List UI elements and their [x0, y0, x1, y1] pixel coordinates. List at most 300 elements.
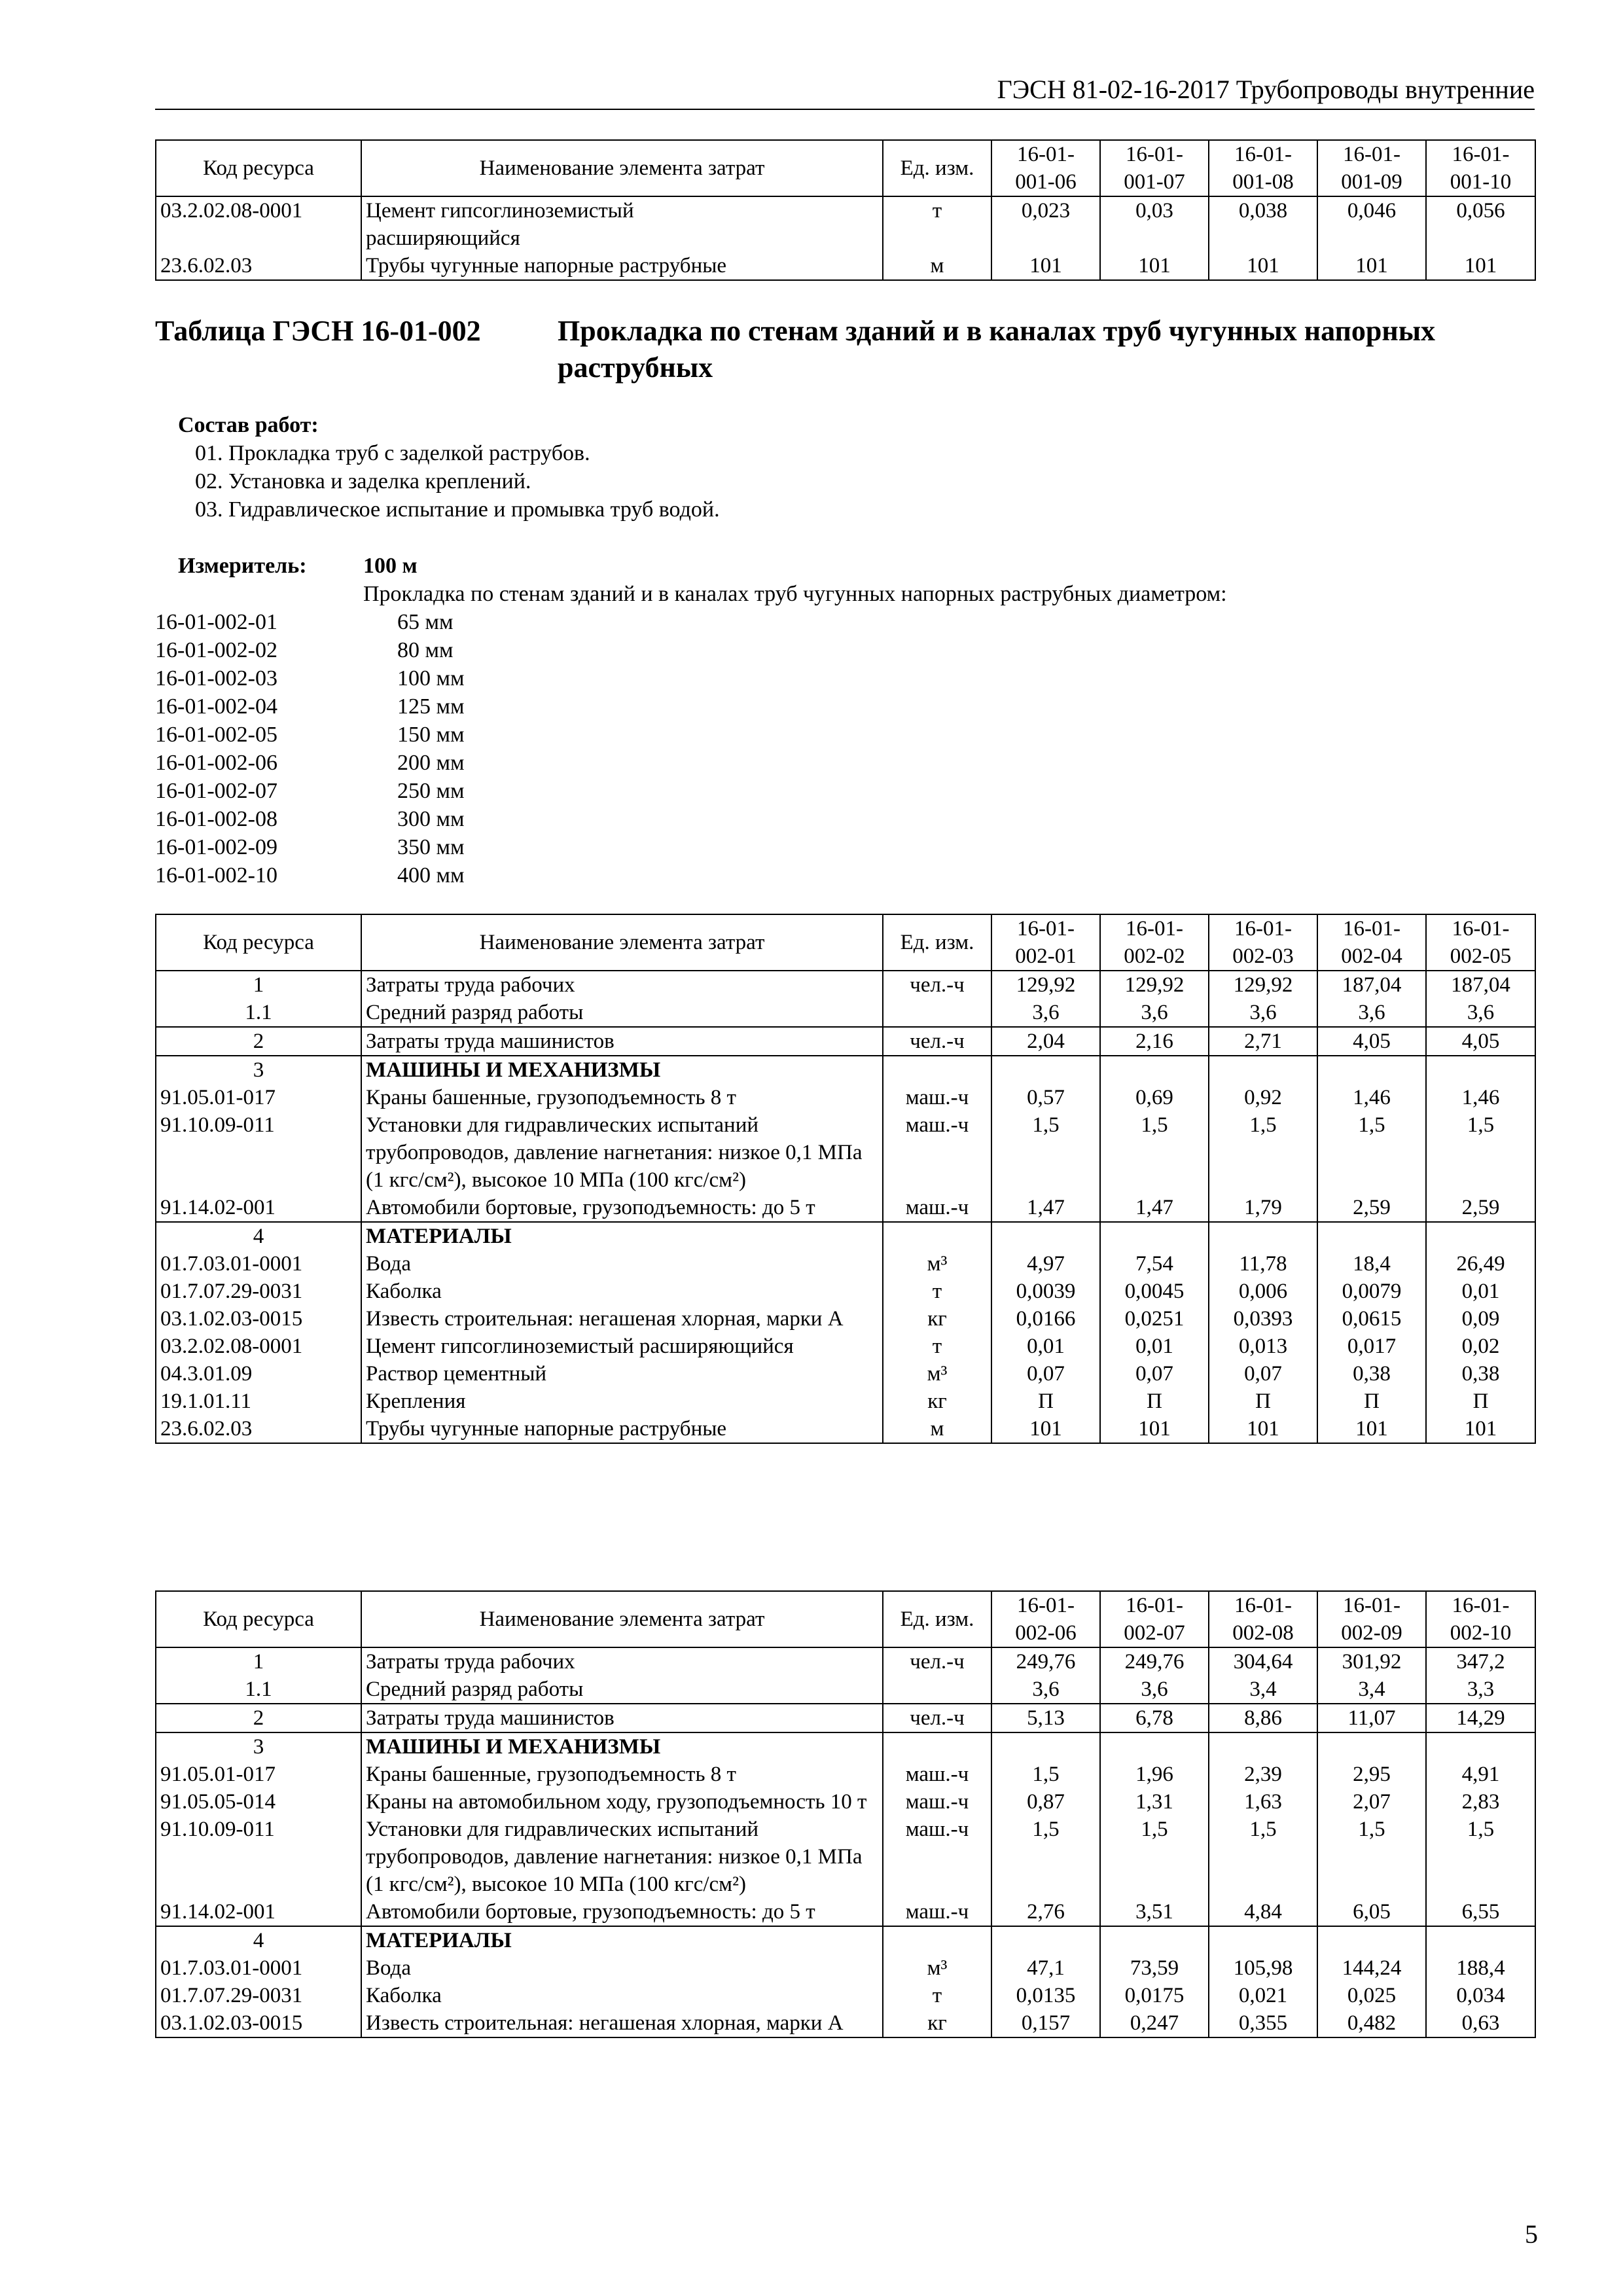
norm-value: 2,59	[1317, 1194, 1426, 1222]
norm-value: 101	[1426, 252, 1535, 280]
table-row	[156, 1111, 1535, 1194]
table-row	[156, 1954, 1535, 1982]
cost-element-name: Крепления	[361, 1388, 883, 1415]
norm-value: 4,97	[991, 1250, 1100, 1278]
resource-code: 4	[156, 1926, 361, 1954]
resource-code: 4	[156, 1222, 361, 1250]
norm-value	[1209, 1926, 1317, 1954]
unit	[883, 999, 991, 1027]
col-header-norm: 16-01- 002-01	[991, 914, 1100, 971]
norm-value: 0,0393	[1209, 1305, 1317, 1333]
norm-code: 16-01-002-10	[155, 863, 277, 888]
norm-value: 1,96	[1100, 1761, 1209, 1788]
norm-value: 3,51	[1100, 1898, 1209, 1926]
unit: м	[883, 1415, 991, 1443]
unit: м	[883, 252, 991, 280]
norm-value: 1,5	[1209, 1111, 1317, 1194]
norm-value: 3,6	[1209, 999, 1317, 1027]
norm-code: 16-01-002-05	[155, 723, 277, 747]
norm-value	[1426, 1056, 1535, 1084]
norm-code: 16-01-002-02	[155, 638, 277, 662]
cost-element-name: Затраты труда рабочих	[361, 971, 883, 999]
norm-value: 0,0079	[1317, 1278, 1426, 1305]
norm-value: 3,6	[1100, 999, 1209, 1027]
unit	[883, 1222, 991, 1250]
norm-value	[1317, 1056, 1426, 1084]
norm-value: 0,07	[1100, 1360, 1209, 1388]
norm-value: 1,5	[1426, 1816, 1535, 1898]
norm-value	[1209, 1732, 1317, 1761]
unit: маш.-ч	[883, 1816, 991, 1898]
norm-value: 0,69	[1100, 1084, 1209, 1111]
resource-code: 2	[156, 1704, 361, 1732]
norm-value: 101	[1100, 252, 1209, 280]
diameter-value: 125 мм	[397, 694, 465, 719]
norm-value	[1100, 1222, 1209, 1250]
norm-value: 249,76	[991, 1647, 1100, 1676]
norm-value: 6,05	[1317, 1898, 1426, 1926]
resource-code: 01.7.03.01-0001	[156, 1954, 361, 1982]
norm-value: 11,78	[1209, 1250, 1317, 1278]
cost-element-name: Вода	[361, 1250, 883, 1278]
norm-value: 101	[1317, 252, 1426, 280]
norm-value: 101	[1426, 1415, 1535, 1443]
norm-value: 0,006	[1209, 1278, 1317, 1305]
norm-code: 16-01-002-01	[155, 610, 277, 634]
norm-value: 1,5	[991, 1761, 1100, 1788]
norm-value: 101	[1209, 252, 1317, 280]
norm-value: 188,4	[1426, 1954, 1535, 1982]
norm-value	[1317, 1732, 1426, 1761]
table-row	[156, 1704, 1535, 1732]
norm-value: 0,0615	[1317, 1305, 1426, 1333]
table-row	[156, 1676, 1535, 1704]
norm-value	[1317, 1926, 1426, 1954]
resource-table-001	[155, 139, 1536, 281]
norm-value: 0,034	[1426, 1982, 1535, 2009]
norm-value: П	[1426, 1388, 1535, 1415]
norm-value: 0,07	[1209, 1360, 1317, 1388]
norm-value: П	[991, 1388, 1100, 1415]
table-row	[156, 1647, 1535, 1676]
norm-value: 0,0251	[1100, 1305, 1209, 1333]
cost-element-name: Раствор цементный	[361, 1360, 883, 1388]
norm-value	[1426, 1222, 1535, 1250]
works-item: 02. Установка и заделка креплений.	[195, 469, 531, 493]
norm-value: 6,78	[1100, 1704, 1209, 1732]
norm-value: П	[1100, 1388, 1209, 1415]
header-rule	[155, 109, 1535, 110]
resource-code: 01.7.07.29-0031	[156, 1982, 361, 2009]
norm-value	[1209, 1222, 1317, 1250]
cost-element-name: Цемент гипсоглиноземистый расширяющийся	[361, 1333, 883, 1360]
norm-value: 1,5	[991, 1111, 1100, 1194]
norm-value: 0,046	[1317, 196, 1426, 252]
norm-value: 0,0175	[1100, 1982, 1209, 2009]
norm-value: 7,54	[1100, 1250, 1209, 1278]
resource-code: 03.1.02.03-0015	[156, 1305, 361, 1333]
unit: м³	[883, 1360, 991, 1388]
norm-value: 0,01	[1426, 1278, 1535, 1305]
norm-value	[1426, 1926, 1535, 1954]
norm-value: 144,24	[1317, 1954, 1426, 1982]
resource-code: 03.1.02.03-0015	[156, 2009, 361, 2037]
cost-element-name: МАШИНЫ И МЕХАНИЗМЫ	[361, 1732, 883, 1761]
norm-value	[1100, 1056, 1209, 1084]
norm-code: 16-01-002-03	[155, 666, 277, 691]
norm-value: 101	[1100, 1415, 1209, 1443]
cost-element-name: МАТЕРИАЛЫ	[361, 1222, 883, 1250]
norm-code: 16-01-002-07	[155, 779, 277, 803]
running-header: ГЭСН 81-02-16-2017 Трубопроводы внутренние	[997, 75, 1535, 104]
table-row	[156, 1788, 1535, 1816]
cost-element-name: Средний разряд работы	[361, 1676, 883, 1704]
table-row	[156, 1084, 1535, 1111]
norm-value: 5,13	[991, 1704, 1100, 1732]
norm-value: 0,38	[1317, 1360, 1426, 1388]
unit	[883, 1056, 991, 1084]
diameter-value: 80 мм	[397, 638, 454, 662]
diameter-value: 350 мм	[397, 835, 465, 859]
norm-value: 101	[991, 252, 1100, 280]
diameter-value: 100 мм	[397, 666, 465, 691]
diameter-value: 250 мм	[397, 779, 465, 803]
col-header-code: Код ресурса	[156, 140, 361, 196]
cost-element-name: Каболка	[361, 1278, 883, 1305]
cost-element-name: МАШИНЫ И МЕХАНИЗМЫ	[361, 1056, 883, 1084]
resource-code: 03.2.02.08-0001	[156, 1333, 361, 1360]
unit: чел.-ч	[883, 1647, 991, 1676]
norm-value: П	[1209, 1388, 1317, 1415]
norm-value: 0,038	[1209, 196, 1317, 252]
norm-value: 3,4	[1317, 1676, 1426, 1704]
table-row	[156, 1250, 1535, 1278]
norm-value: 1,46	[1317, 1084, 1426, 1111]
unit: чел.-ч	[883, 971, 991, 999]
unit: чел.-ч	[883, 1027, 991, 1056]
table-row	[156, 1278, 1535, 1305]
resource-code: 91.10.09-011	[156, 1816, 361, 1898]
resource-code: 1	[156, 971, 361, 999]
unit: кг	[883, 1305, 991, 1333]
norm-value: 0,03	[1100, 196, 1209, 252]
col-header-norm: 16-01- 001-08	[1209, 140, 1317, 196]
cost-element-name: Цемент гипсоглиноземистый расширяющийся	[361, 196, 883, 252]
norm-value: 0,017	[1317, 1333, 1426, 1360]
norm-value: 4,91	[1426, 1761, 1535, 1788]
resource-code: 23.6.02.03	[156, 1415, 361, 1443]
table-row	[156, 1415, 1535, 1443]
norm-value: 249,76	[1100, 1647, 1209, 1676]
norm-value: 1,5	[1209, 1816, 1317, 1898]
resource-code: 91.14.02-001	[156, 1194, 361, 1222]
resource-code: 01.7.03.01-0001	[156, 1250, 361, 1278]
norm-value: 129,92	[991, 971, 1100, 999]
page-number: 5	[1525, 2219, 1538, 2249]
col-header-code: Код ресурса	[156, 914, 361, 971]
works-heading: Состав работ:	[178, 413, 319, 437]
cost-element-name: Краны башенные, грузоподъемность 8 т	[361, 1084, 883, 1111]
unit: маш.-ч	[883, 1194, 991, 1222]
norm-value: 347,2	[1426, 1647, 1535, 1676]
col-header-norm: 16-01- 002-05	[1426, 914, 1535, 971]
table-row	[156, 1926, 1535, 1954]
norm-value: 129,92	[1100, 971, 1209, 999]
cost-element-name: Краны башенные, грузоподъемность 8 т	[361, 1761, 883, 1788]
norm-value: 1,79	[1209, 1194, 1317, 1222]
norm-value: 1,46	[1426, 1084, 1535, 1111]
norm-value: 0,0135	[991, 1982, 1100, 2009]
norm-value: 26,49	[1426, 1250, 1535, 1278]
table-row	[156, 1388, 1535, 1415]
norm-code: 16-01-002-06	[155, 751, 277, 775]
resource-code: 1.1	[156, 1676, 361, 1704]
cost-element-name: Установки для гидравлических испытаний трубопроводов, давление нагнетания: низкое 0,1 МПа (1 кгс/см²), высокое 10 МПа (100 кгс/см²)	[361, 1816, 883, 1898]
measure-unit: 100 м	[363, 554, 418, 578]
measure-description: Прокладка по стенам зданий и в каналах труб чугунных напорных раструбных диаметром:	[363, 582, 1227, 606]
table-title: Прокладка по стенам зданий и в каналах труб чугунных напорных раструбных	[558, 315, 1436, 384]
col-header-norm: 16-01- 002-08	[1209, 1591, 1317, 1647]
resource-code: 2	[156, 1027, 361, 1056]
table-row	[156, 1732, 1535, 1761]
unit: маш.-ч	[883, 1761, 991, 1788]
norm-value: 0,023	[991, 196, 1100, 252]
norm-value: 0,247	[1100, 2009, 1209, 2037]
norm-value: 4,84	[1209, 1898, 1317, 1926]
norm-value: 3,6	[991, 999, 1100, 1027]
norm-value: 18,4	[1317, 1250, 1426, 1278]
norm-value: 2,39	[1209, 1761, 1317, 1788]
cost-element-name: Затраты труда рабочих	[361, 1647, 883, 1676]
cost-element-name: Трубы чугунные напорные раструбные	[361, 1415, 883, 1443]
norm-value	[1209, 1056, 1317, 1084]
table-row	[156, 2009, 1535, 2037]
table-row	[156, 1898, 1535, 1926]
table-row	[156, 1027, 1535, 1056]
unit: маш.-ч	[883, 1111, 991, 1194]
norm-value	[991, 1222, 1100, 1250]
table-row	[156, 1360, 1535, 1388]
norm-value: 73,59	[1100, 1954, 1209, 1982]
unit	[883, 1926, 991, 1954]
norm-value: 0,63	[1426, 2009, 1535, 2037]
resource-table-002-b	[155, 1590, 1536, 2038]
table-row	[156, 1982, 1535, 2009]
norm-value: 0,07	[991, 1360, 1100, 1388]
norm-value: 3,6	[991, 1676, 1100, 1704]
norm-value: 101	[1317, 1415, 1426, 1443]
norm-code: 16-01-002-08	[155, 807, 277, 831]
col-header-name: Наименование элемента затрат	[361, 140, 883, 196]
norm-value: 2,16	[1100, 1027, 1209, 1056]
col-header-norm: 16-01- 002-10	[1426, 1591, 1535, 1647]
col-header-norm: 16-01- 002-04	[1317, 914, 1426, 971]
norm-value: 1,5	[1426, 1111, 1535, 1194]
unit: т	[883, 196, 991, 252]
table-row	[156, 196, 1535, 252]
col-header-norm: 16-01- 002-03	[1209, 914, 1317, 971]
norm-value: 3,3	[1426, 1676, 1535, 1704]
norm-value: 0,0045	[1100, 1278, 1209, 1305]
norm-value: 2,04	[991, 1027, 1100, 1056]
resource-code: 3	[156, 1056, 361, 1084]
cost-element-name: Средний разряд работы	[361, 999, 883, 1027]
cost-element-name: Затраты труда машинистов	[361, 1027, 883, 1056]
norm-value	[991, 1056, 1100, 1084]
norm-value: 1,63	[1209, 1788, 1317, 1816]
norm-value	[1100, 1926, 1209, 1954]
unit: маш.-ч	[883, 1084, 991, 1111]
cost-element-name: Затраты труда машинистов	[361, 1704, 883, 1732]
col-header-norm: 16-01- 002-07	[1100, 1591, 1209, 1647]
diameter-value: 150 мм	[397, 723, 465, 747]
norm-value: 3,6	[1426, 999, 1535, 1027]
norm-value: 4,05	[1317, 1027, 1426, 1056]
table-row	[156, 1222, 1535, 1250]
resource-code: 1.1	[156, 999, 361, 1027]
unit: чел.-ч	[883, 1704, 991, 1732]
cost-element-name: Автомобили бортовые, грузоподъемность: до 5 т	[361, 1194, 883, 1222]
resource-code: 1	[156, 1647, 361, 1676]
norm-value: 1,47	[1100, 1194, 1209, 1222]
norm-value: 0,021	[1209, 1982, 1317, 2009]
col-header-norm: 16-01- 002-06	[991, 1591, 1100, 1647]
col-header-name: Наименование элемента затрат	[361, 914, 883, 971]
resource-code: 3	[156, 1732, 361, 1761]
norm-value: 105,98	[1209, 1954, 1317, 1982]
table-row	[156, 252, 1535, 280]
works-item: 01. Прокладка труб с заделкой раструбов.	[195, 441, 590, 465]
norm-value: 1,47	[991, 1194, 1100, 1222]
cost-element-name: Вода	[361, 1954, 883, 1982]
norm-value: 129,92	[1209, 971, 1317, 999]
norm-value	[991, 1926, 1100, 1954]
norm-value: 304,64	[1209, 1647, 1317, 1676]
cost-element-name: Краны на автомобильном ходу, грузоподъемность 10 т	[361, 1788, 883, 1816]
norm-value: 187,04	[1426, 971, 1535, 999]
unit: т	[883, 1278, 991, 1305]
norm-value: 8,86	[1209, 1704, 1317, 1732]
table-row	[156, 1333, 1535, 1360]
cost-element-name: Автомобили бортовые, грузоподъемность: до 5 т	[361, 1898, 883, 1926]
cost-element-name: Известь строительная: негашеная хлорная, марки А	[361, 1305, 883, 1333]
unit: кг	[883, 2009, 991, 2037]
measure-label: Измеритель:	[178, 554, 307, 578]
table-row	[156, 999, 1535, 1027]
diameter-value: 300 мм	[397, 807, 465, 831]
norm-value: 1,5	[1100, 1816, 1209, 1898]
unit: м³	[883, 1954, 991, 1982]
norm-value: 6,55	[1426, 1898, 1535, 1926]
norm-code: 16-01-002-04	[155, 694, 277, 719]
resource-table-002-a	[155, 914, 1536, 1444]
norm-value: 2,71	[1209, 1027, 1317, 1056]
col-header-name: Наименование элемента затрат	[361, 1591, 883, 1647]
norm-value: 4,05	[1426, 1027, 1535, 1056]
unit: т	[883, 1982, 991, 2009]
norm-value: 0,013	[1209, 1333, 1317, 1360]
cost-element-name: Известь строительная: негашеная хлорная, марки А	[361, 2009, 883, 2037]
norm-code: 16-01-002-09	[155, 835, 277, 859]
norm-value: 0,355	[1209, 2009, 1317, 2037]
norm-value: 0,01	[1100, 1333, 1209, 1360]
norm-value: 47,1	[991, 1954, 1100, 1982]
resource-code: 91.14.02-001	[156, 1898, 361, 1926]
unit: т	[883, 1333, 991, 1360]
norm-value: 0,92	[1209, 1084, 1317, 1111]
resource-code: 01.7.07.29-0031	[156, 1278, 361, 1305]
norm-value: 1,5	[1100, 1111, 1209, 1194]
norm-value: 2,59	[1426, 1194, 1535, 1222]
unit	[883, 1732, 991, 1761]
unit: кг	[883, 1388, 991, 1415]
col-header-norm: 16-01- 001-10	[1426, 140, 1535, 196]
norm-value: 1,5	[1317, 1816, 1426, 1898]
norm-value: П	[1317, 1388, 1426, 1415]
norm-value	[1100, 1732, 1209, 1761]
norm-value: 3,6	[1317, 999, 1426, 1027]
unit: маш.-ч	[883, 1898, 991, 1926]
norm-value: 0,056	[1426, 196, 1535, 252]
col-header-code: Код ресурса	[156, 1591, 361, 1647]
table-label: Таблица ГЭСН 16-01-002	[155, 315, 481, 347]
resource-code: 91.05.05-014	[156, 1788, 361, 1816]
works-composition	[178, 411, 720, 524]
norm-value: 0,87	[991, 1788, 1100, 1816]
diameter-value: 400 мм	[397, 863, 465, 888]
norm-value: 101	[1209, 1415, 1317, 1443]
resource-code: 91.05.01-017	[156, 1761, 361, 1788]
norm-value: 101	[991, 1415, 1100, 1443]
unit: м³	[883, 1250, 991, 1278]
col-header-norm: 16-01- 001-07	[1100, 140, 1209, 196]
col-header-unit: Ед. изм.	[883, 140, 991, 196]
norm-value: 14,29	[1426, 1704, 1535, 1732]
table-row	[156, 1761, 1535, 1788]
table-row	[156, 971, 1535, 999]
table-row	[156, 1305, 1535, 1333]
works-item: 03. Гидравлическое испытание и промывка труб водой.	[195, 497, 720, 522]
norm-value: 2,95	[1317, 1761, 1426, 1788]
col-header-norm: 16-01- 002-02	[1100, 914, 1209, 971]
table-row	[156, 1816, 1535, 1898]
resource-code: 19.1.01.11	[156, 1388, 361, 1415]
norm-value: 3,4	[1209, 1676, 1317, 1704]
norm-value: 11,07	[1317, 1704, 1426, 1732]
norm-value: 187,04	[1317, 971, 1426, 999]
unit: маш.-ч	[883, 1788, 991, 1816]
diameter-value: 65 мм	[397, 610, 454, 634]
norm-value: 0,482	[1317, 2009, 1426, 2037]
norm-value: 0,57	[991, 1084, 1100, 1111]
norm-value: 0,38	[1426, 1360, 1535, 1388]
col-header-norm: 16-01- 001-09	[1317, 140, 1426, 196]
norm-value	[1317, 1222, 1426, 1250]
col-header-unit: Ед. изм.	[883, 914, 991, 971]
norm-value: 0,01	[991, 1333, 1100, 1360]
unit	[883, 1676, 991, 1704]
resource-code: 91.05.01-017	[156, 1084, 361, 1111]
resource-code: 23.6.02.03	[156, 252, 361, 280]
diameter-value: 200 мм	[397, 751, 465, 775]
resource-code: 03.2.02.08-0001	[156, 196, 361, 252]
norm-value: 2,83	[1426, 1788, 1535, 1816]
norm-value: 1,31	[1100, 1788, 1209, 1816]
cost-element-name: МАТЕРИАЛЫ	[361, 1926, 883, 1954]
norm-value	[991, 1732, 1100, 1761]
norm-value: 0,02	[1426, 1333, 1535, 1360]
norm-value: 2,76	[991, 1898, 1100, 1926]
